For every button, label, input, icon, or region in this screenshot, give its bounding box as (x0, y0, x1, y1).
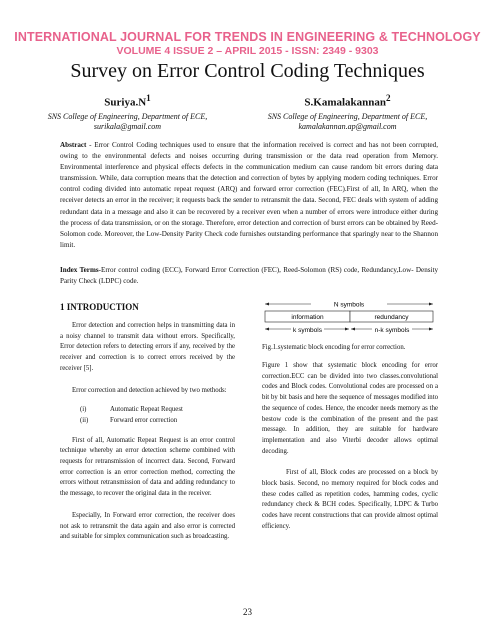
index-terms (60, 265, 438, 287)
diagram-box1-label: information (291, 314, 324, 321)
abstract-text: - Error Control Coding techniques used to ensure that the information received is correct and has not been corrupted, owing to the environmental defects and noises occurring during transmission or the data read operation from Memory. Environmental interference and physical effects defects in the communication medium can cause random bit errors during data transmission. While, data corruption means that the detection and correction of bytes by applying modern coding techniques. Error control coding divided into automatic repeat request (ARQ) and forward error correction (FEC).First of all, In ARQ, when the receiver detects an error in the receiver; it requests back the sender to retransmit the data. Second, FEC deals with system of adding redundant data in a message and also it can be recovered by a receiver even when a number of errors were introduce either during the process of data transmission, or on the storage. Therefore, error detection and correction of burst errors can be obtained by Reed-Solomon code. Moreover, the Low-Density Parity Check code furnishes outstanding performance that sparingly near to the Shannon limit. (60, 141, 438, 249)
page-number: 23 (243, 607, 252, 617)
author-block-1 (40, 93, 215, 132)
right-paragraph-1: Figure 1 show that systematic block encoding for error correction.ECC can be divided into two classes.convolutional codes and Block codes. Convolutional codes are processed on a bit by bit basis and here the sequence of messages modified into the sequence of codes. Hence, the encoder needs memory as the bestow code is the combination of the present and the past message. In addition, they are suitable for hardware implementation and also Viterbi decoder allows optimal decoding. (262, 362, 438, 455)
intro-paragraph-1: Error detection and correction helps in transmitting data in a noisy channel to transmit data without errors. Specifically, Error detection refers to detecting errors if any, received by the receiver and correction is to correct errors received by the receiver [5]. (60, 322, 235, 372)
diagram-box2-label: redundancy (374, 314, 409, 321)
intro-paragraph-4: Especially, In Forward error correction, the receiver does not ask to retransmit the data again and also error is corrected and suitable for simplex communication such as broadcasting. (60, 511, 235, 541)
section-heading: 1 INTRODUCTION (60, 302, 139, 312)
author-block-2 (255, 93, 440, 132)
index-terms-text: -Error control coding (ECC), Forward Error Correction (FEC), Reed-Solomon (RS) code, Redundancy,Low- Density Parity Check (LDPC) code. (60, 266, 438, 286)
author-affiliation-2: SNS College of Engineering, Department of ECE, (267, 111, 428, 121)
methods-list (60, 405, 235, 426)
diagram-bottom2-label: n-k symbols (374, 327, 410, 334)
paper-title: Survey on Error Control Coding Techniques (70, 60, 425, 82)
journal-issue-line: VOLUME 4 ISSUE 2 – APRIL 2015 - ISSN: 2349 - 9303 (116, 45, 379, 57)
right-column (262, 361, 438, 533)
abstract-label: Abstract (60, 141, 87, 149)
list-item: (i) Automatic Repeat Request (80, 406, 183, 414)
journal-name: INTERNATIONAL JOURNAL FOR TRENDS IN ENGINEERING & TECHNOLOGY (14, 30, 481, 44)
author-name-2: S.Kamalakannan$^2$ (304, 93, 391, 109)
author-email-2: kamalakannan.ap@gmail.com (298, 121, 397, 131)
diagram-top-label: N symbols (333, 301, 365, 309)
abstract (60, 140, 438, 251)
right-paragraph-2: First of all, Block codes are processed on a block by block basis. Second, no memory required for block codes and these codes called as repetition codes, hamming codes, cyclic redundancy check & BCH codes. Specifically, LDPC & Turbo codes have recent constructions that can provide almost optimal efficiency. (262, 469, 438, 530)
diagram-bottom1-label: k symbols (293, 327, 322, 334)
intro-paragraph-3: First of all, Automatic Repeat Request is an error control technique whereby an error detection scheme combined with requests for retransmission of incorrect data. Second, Forward error correction is an error correction method, correcting the errors without retransmission of data and adding redundancy to the message, to recover the original data in the receiver. (60, 436, 235, 498)
index-terms-label: Index Terms (60, 266, 99, 274)
intro-paragraph-2: Error correction and detection achieved by two methods: (72, 386, 227, 394)
left-column (60, 321, 235, 543)
author-affiliation-1: SNS College of Engineering, Department of ECE, (47, 111, 208, 121)
list-item: (ii) Forward error correction (80, 416, 178, 424)
author-name-1: $Suriya.N^1$ (104, 93, 151, 109)
author-email-1: surikala@gmail.com (93, 121, 162, 131)
block-encoding-diagram (263, 298, 435, 334)
figure-caption: Fig.1.systematic block encoding for error correction. (262, 344, 406, 351)
